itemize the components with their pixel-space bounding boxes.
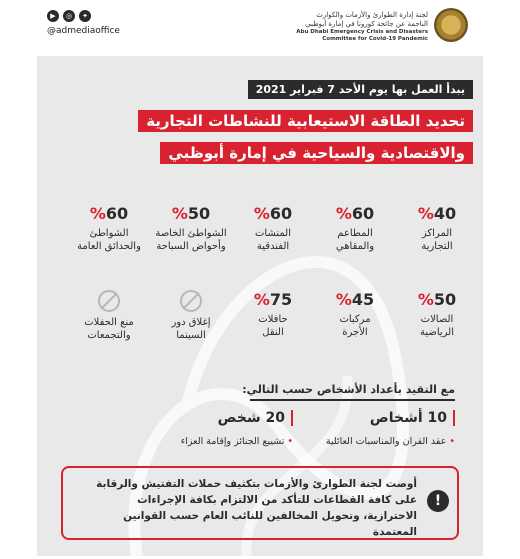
info-card (37, 56, 483, 556)
restriction-underline (250, 399, 455, 401)
capacity-percent: %60 (253, 204, 293, 223)
warning-box (61, 466, 459, 540)
capacity-percent: %60 (89, 204, 129, 223)
closure-label: إغلاق دور السينما (171, 317, 211, 341)
capacity-item-gyms (397, 290, 477, 339)
prohibited-icon (98, 290, 120, 312)
capacity-label: حافلات النقل (258, 314, 288, 338)
capacity-label: المراكز التجارية (421, 228, 453, 252)
header-bar (0, 0, 520, 48)
headline-line-1: تحديد الطاقة الاستيعابية للنشاطات التجارية (138, 110, 473, 132)
capacity-item-taxis (315, 290, 395, 339)
committee-name-en-2: Committee for Covid-19 Pandemic (322, 36, 428, 42)
committee-name (296, 11, 428, 43)
capacity-label: الصالات الرياضية (419, 314, 455, 338)
closure-item-events (69, 290, 149, 342)
warning-text: أوصت لجنة الطوارئ والأزمات بتكثيف حملات التفتيش والرقابة على كافة القطاعات للتأكد من الالتزام بكافة الإجراءات الاحترازية، وتحويل المخالفين للنائب العام حسب القوانين المعتمدة (96, 478, 417, 538)
capacity-item-hotels (233, 204, 313, 253)
capacity-item-public-beaches (69, 204, 149, 253)
social-links (47, 10, 91, 22)
committee-name-ar-2: الناجمة عن جائحة كورونا في إمارة أبوظبي (305, 20, 428, 28)
capacity-item-private-beaches (151, 204, 231, 253)
capacity-item-restaurants (315, 204, 395, 253)
closure-item-cinemas (151, 290, 231, 342)
capacity-percent: %40 (417, 204, 457, 223)
group-limit-desc-1: • عقد القران والمناسبات العائلية (325, 436, 455, 447)
restriction-title: مع التقيد بأعداد الأشخاص حسب التالي: (242, 383, 455, 396)
capacity-item-malls (397, 204, 477, 253)
start-date-banner: يبدأ العمل بها يوم الأحد 7 فبراير 2021 (248, 80, 473, 99)
capacity-label: الشواطئ الخاصة وأحواض السباحة (155, 228, 227, 252)
capacity-label: المطاعم والمقاهي (335, 228, 375, 252)
exclamation-icon: ! (427, 490, 449, 512)
committee-name-ar-1: لجنة إدارة الطوارئ والأزمات والكوارث (316, 11, 428, 19)
committee-name-en-1: Abu Dhabi Emergency Crisis and Disasters (296, 29, 428, 35)
social-handle[interactable]: @admediaoffice (47, 26, 120, 36)
closure-label: منع الحفلات والتجمعات (84, 317, 134, 341)
group-limit-desc-2: • تشييع الجنائز وإقامة العزاء (180, 436, 293, 447)
capacity-percent: %60 (335, 204, 375, 223)
twitter-icon[interactable]: ✦ (79, 10, 91, 22)
capacity-percent: %75 (253, 290, 293, 309)
youtube-icon[interactable]: ▶ (47, 10, 59, 22)
group-limit-count-1: 10 أشخاص (370, 410, 455, 426)
instagram-icon[interactable]: ◎ (63, 10, 75, 22)
capacity-label: مركبات الأجرة (339, 314, 371, 338)
prohibited-icon (180, 290, 202, 312)
capacity-percent: %50 (171, 204, 211, 223)
capacity-item-buses (233, 290, 313, 339)
emirate-seal-icon (434, 8, 468, 42)
capacity-percent: %45 (335, 290, 375, 309)
group-limit-count-2: 20 شخص (218, 410, 293, 426)
capacity-percent: %50 (417, 290, 457, 309)
capacity-label: المنشات الفندقية (254, 228, 291, 252)
headline-line-2: والاقتصادية والسياحية في إمارة أبوظبي (160, 142, 473, 164)
capacity-label: الشواطئ والحدائق العامة (77, 228, 141, 252)
